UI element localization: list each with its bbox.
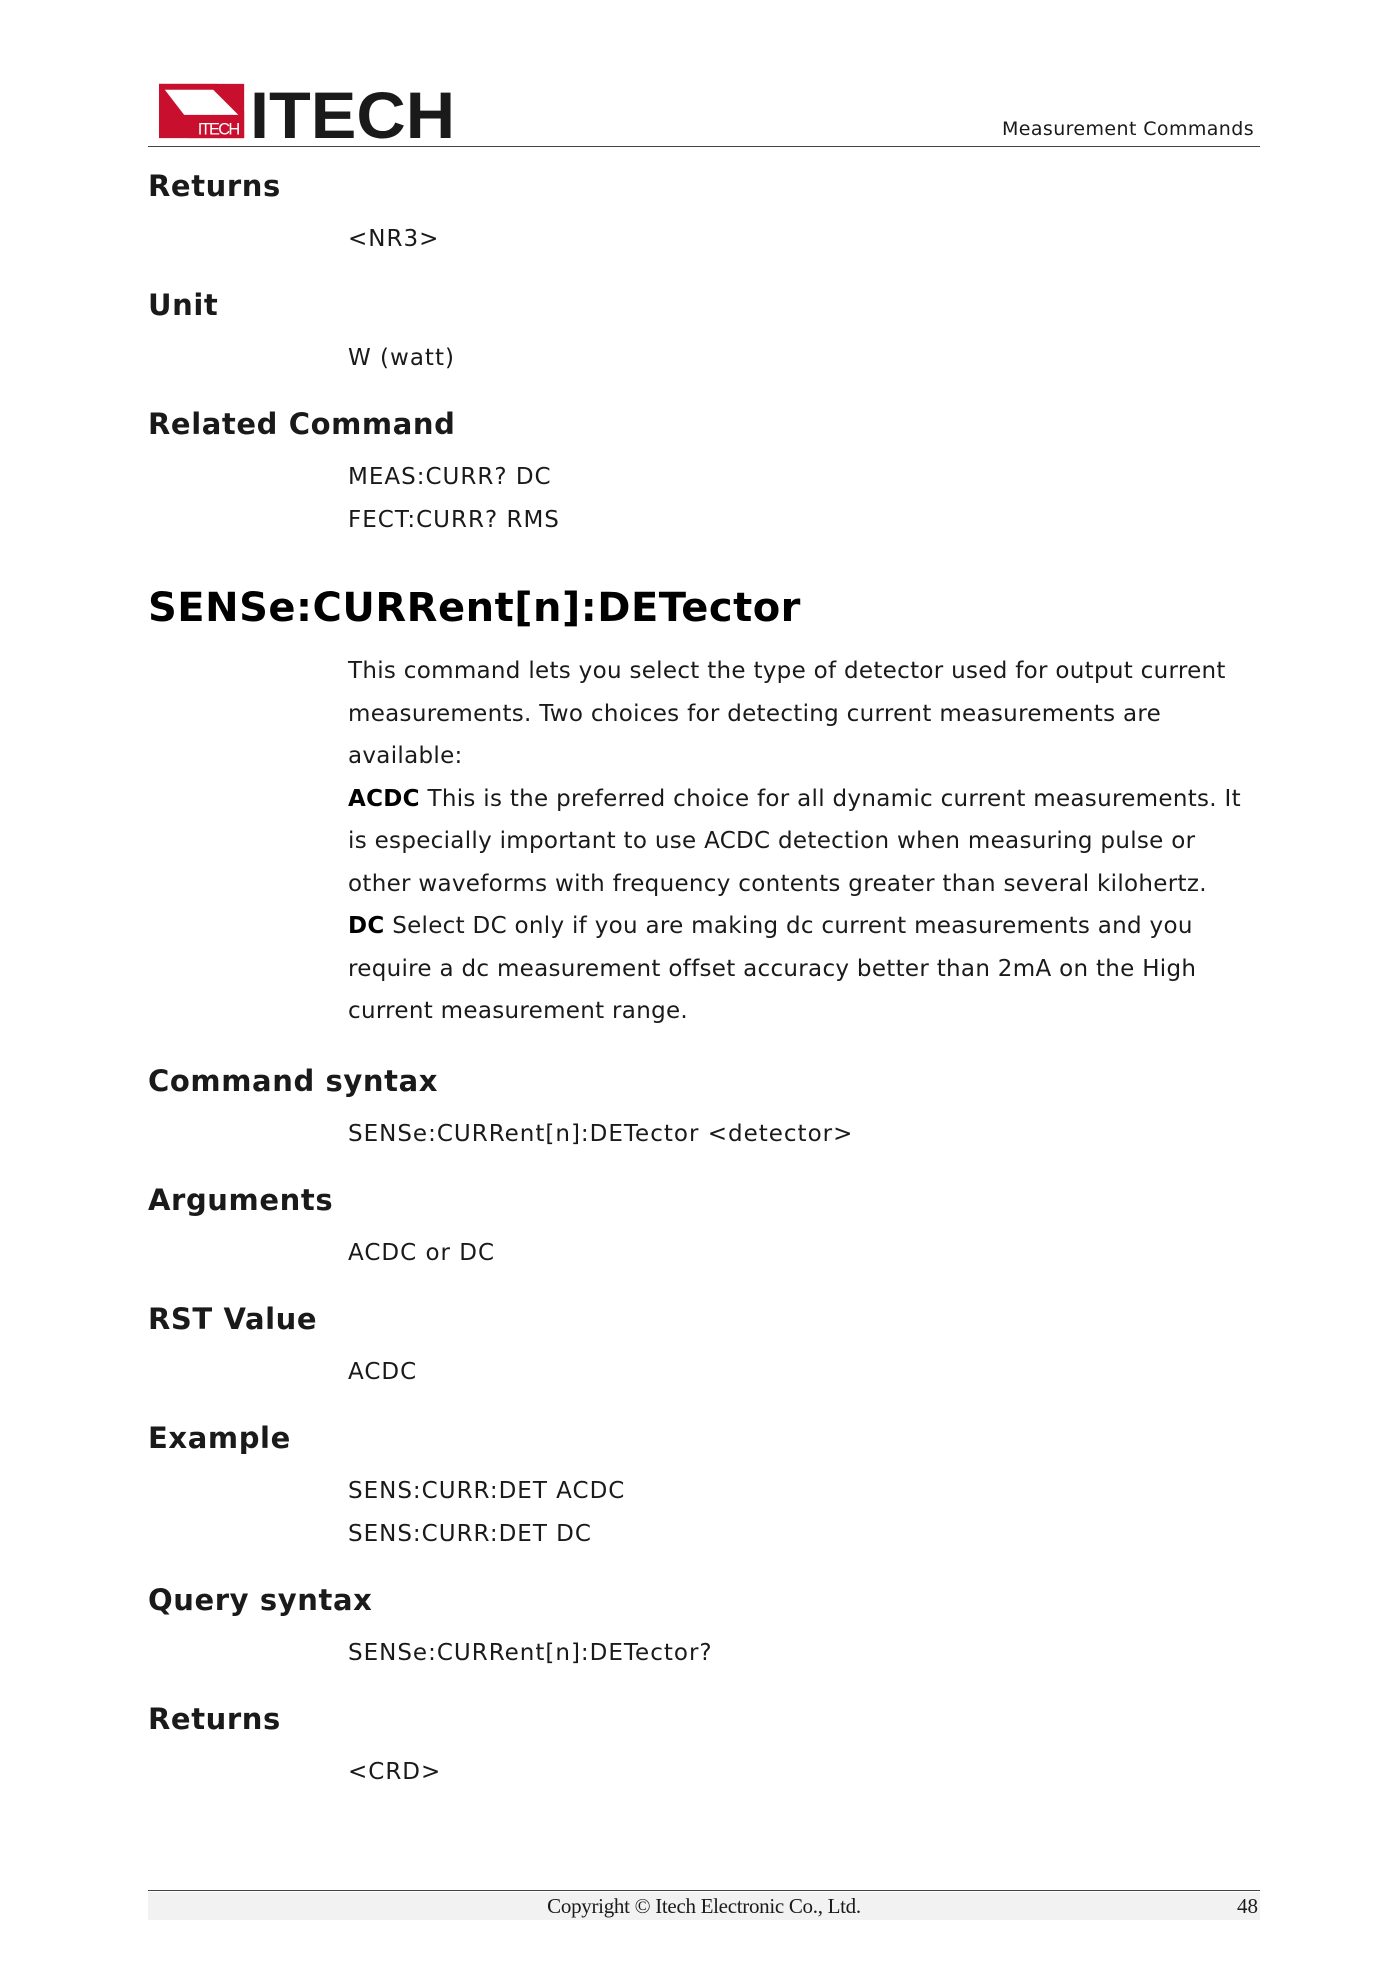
logo-wordmark: ITECH — [249, 82, 456, 142]
section-value: <CRD> — [348, 1758, 442, 1785]
page-footer — [148, 1890, 1260, 1920]
returns-section — [148, 160, 1260, 261]
logo-badge-text: ITECH — [197, 120, 241, 139]
section-value: <NR3> — [348, 226, 440, 252]
section-label: Arguments — [148, 1182, 334, 1217]
section-label: Returns — [148, 169, 281, 203]
page-header — [148, 82, 1260, 148]
section-label: Returns — [148, 1701, 281, 1736]
itech-logo — [154, 82, 464, 142]
section-value: FECT:CURR? RMS — [348, 507, 560, 533]
command-syntax-section — [148, 1055, 1260, 1156]
rst-value-section — [148, 1293, 1260, 1394]
section-value: SENS:CURR:DET DC — [348, 1520, 592, 1547]
arguments-section — [148, 1174, 1260, 1275]
section-value: SENSe:CURRent[n]:DETector <detector> — [348, 1120, 854, 1147]
header-divider — [148, 146, 1260, 147]
section-label: Query syntax — [148, 1582, 373, 1617]
section-label: Unit — [148, 288, 219, 322]
section-label: Example — [148, 1420, 291, 1455]
command-description — [348, 650, 1260, 1033]
section-value: MEAS:CURR? DC — [348, 464, 552, 490]
description-option-dc — [348, 905, 1260, 1033]
section-label: RST Value — [148, 1301, 318, 1336]
query-returns-section — [148, 1693, 1260, 1794]
page-number: 48 — [1237, 1894, 1258, 1918]
description-option-acdc — [348, 778, 1260, 906]
option-name: DC — [348, 913, 385, 939]
command-title: SENSe:CURRent[n]:DETector — [148, 585, 801, 631]
section-label: Related Command — [148, 407, 456, 441]
example-section — [148, 1412, 1260, 1556]
footer-divider — [148, 1890, 1260, 1891]
header-title: Measurement Commands — [1001, 118, 1254, 140]
section-value: SENSe:CURRent[n]:DETector? — [348, 1639, 713, 1666]
option-text: Select DC only if you are making dc current measurements and you require a dc measurement offset accuracy better than 2mA on the High current measurement range. — [348, 913, 1197, 1024]
option-text: This is the preferred choice for all dynamic current measurements. It is especially important to use ACDC detection when measuring pulse or other waveforms with frequency contents greater than several kilohertz. — [348, 785, 1241, 897]
section-value: ACDC — [348, 1358, 418, 1385]
section-value: SENS:CURR:DET ACDC — [348, 1477, 626, 1504]
section-value: ACDC or DC — [348, 1239, 496, 1266]
page-content — [148, 160, 1260, 1794]
section-value: W (watt) — [348, 345, 455, 371]
option-name: ACDC — [348, 785, 420, 812]
query-syntax-section — [148, 1574, 1260, 1675]
description-intro: This command lets you select the type of detector used for output current measurements. Two choices for detecting current measurements are available: — [348, 658, 1226, 769]
related-command-section — [148, 398, 1260, 542]
section-label: Command syntax — [148, 1063, 439, 1098]
unit-section — [148, 279, 1260, 380]
copyright-text: Copyright © Itech Electronic Co., Ltd. — [547, 1894, 861, 1918]
